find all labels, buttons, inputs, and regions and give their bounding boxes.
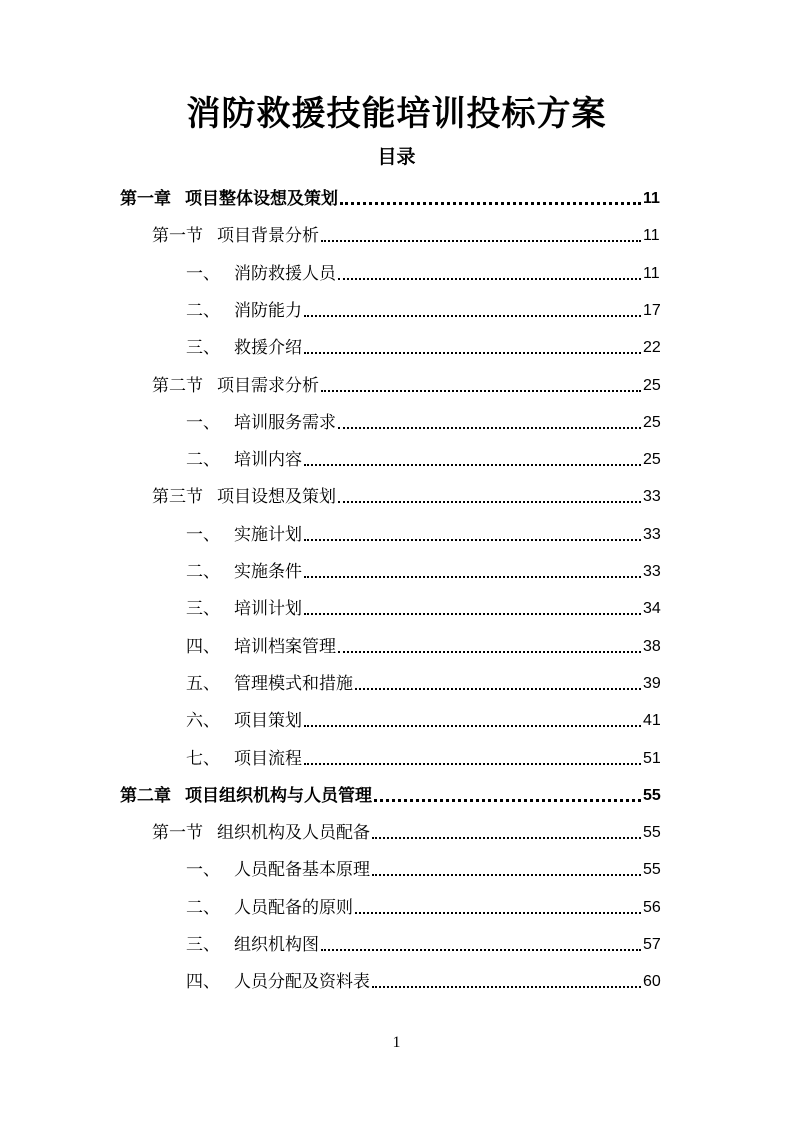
toc-entry[interactable] <box>0 889 793 919</box>
toc-entry-page: 55 <box>643 824 661 841</box>
toc-entry[interactable] <box>0 740 793 770</box>
toc-entry-page: 38 <box>643 638 661 655</box>
toc-leader-dots <box>321 949 641 951</box>
toc-leader-dots <box>355 912 641 914</box>
toc-entry-page: 60 <box>643 973 661 990</box>
toc-entry-title: 项目背景分析 <box>217 226 319 246</box>
toc-entry[interactable] <box>0 478 793 508</box>
toc-entry-page: 55 <box>643 787 661 804</box>
toc-entry[interactable] <box>0 628 793 658</box>
toc-entry-number: 第二章 <box>120 786 171 806</box>
toc-entry-title: 项目设想及策划 <box>217 487 336 507</box>
toc-entry-page: 33 <box>643 563 661 580</box>
toc-entry-number: 二、 <box>186 898 220 918</box>
toc-entry-number: 第二节 <box>152 376 203 396</box>
toc-entry-page: 34 <box>643 600 661 617</box>
toc-entry-number: 一、 <box>186 860 220 880</box>
toc-entry-number: 一、 <box>186 413 220 433</box>
toc-heading: 目录 <box>377 146 416 168</box>
toc-entry-title: 人员配备的原则 <box>234 898 353 918</box>
toc-leader-dots <box>338 651 641 653</box>
toc-entry-page: 51 <box>643 750 661 767</box>
toc-entry[interactable] <box>0 329 793 359</box>
toc-entry-number: 三、 <box>186 338 220 358</box>
toc-entry-title: 培训服务需求 <box>234 413 336 433</box>
toc-entry-page: 33 <box>643 526 661 543</box>
toc-entry[interactable] <box>0 553 793 583</box>
toc-entry-title: 培训计划 <box>234 599 302 619</box>
toc-entry-page: 55 <box>643 861 661 878</box>
toc-entry-title: 消防救援人员 <box>234 264 336 284</box>
toc-entry[interactable] <box>0 814 793 844</box>
toc-entry-title: 培训内容 <box>234 450 302 470</box>
toc-leader-dots <box>304 576 641 578</box>
toc-entry-page: 17 <box>643 302 661 319</box>
toc-leader-dots <box>338 278 641 280</box>
toc-leader-dots <box>355 688 641 690</box>
toc-leader-dots <box>304 464 641 466</box>
toc-entry-title: 管理模式和措施 <box>234 674 353 694</box>
toc-entry[interactable] <box>0 516 793 546</box>
toc-entry-page: 11 <box>643 265 660 282</box>
toc-entry-number: 第三节 <box>152 487 203 507</box>
toc-entry-title: 组织机构及人员配备 <box>217 823 370 843</box>
document-title: 消防救援技能培训投标方案 <box>186 94 607 134</box>
toc-entry-number: 第一章 <box>120 189 171 209</box>
toc-leader-dots <box>372 986 641 988</box>
toc-entry-page: 22 <box>643 339 661 356</box>
toc-leader-dots <box>321 240 641 242</box>
toc-leader-dots <box>304 315 641 317</box>
toc-leader-dots <box>372 837 641 839</box>
page-number: 1 <box>392 1034 401 1051</box>
toc-entry-number: 第一节 <box>152 226 203 246</box>
toc-entry-title: 救援介绍 <box>234 338 302 358</box>
toc-entry[interactable] <box>0 926 793 956</box>
toc-entry-page: 39 <box>643 675 661 692</box>
toc-leader-dots <box>374 799 641 802</box>
toc-entry-page: 25 <box>643 451 661 468</box>
toc-leader-dots <box>304 763 641 765</box>
toc-leader-dots <box>372 874 641 876</box>
toc-entry-number: 三、 <box>186 935 220 955</box>
toc-entry-title: 项目流程 <box>234 749 302 769</box>
toc-entry-page: 11 <box>643 227 660 244</box>
toc-entry-page: 11 <box>643 190 660 207</box>
toc-entry[interactable] <box>0 665 793 695</box>
toc-entry[interactable] <box>0 180 793 210</box>
toc-entry[interactable] <box>0 441 793 471</box>
toc-entry-number: 二、 <box>186 562 220 582</box>
toc-entry[interactable] <box>0 255 793 285</box>
toc-entry-number: 一、 <box>186 525 220 545</box>
toc-entry-title: 组织机构图 <box>234 935 319 955</box>
toc-entry-page: 56 <box>643 899 661 916</box>
toc-entry-page: 33 <box>643 488 661 505</box>
toc-entry-title: 项目策划 <box>234 711 302 731</box>
toc-entry-number: 一、 <box>186 264 220 284</box>
toc-entry-title: 实施计划 <box>234 525 302 545</box>
toc-entry-page: 25 <box>643 377 661 394</box>
toc-entry-number: 六、 <box>186 711 220 731</box>
toc-entry[interactable] <box>0 217 793 247</box>
toc-entry-title: 项目组织机构与人员管理 <box>185 786 372 806</box>
toc-entry-page: 25 <box>643 414 661 431</box>
toc-entry-number: 七、 <box>186 749 220 769</box>
toc-entry-number: 二、 <box>186 450 220 470</box>
toc-leader-dots <box>338 427 641 429</box>
toc-entry-number: 第一节 <box>152 823 203 843</box>
toc-entry-title: 消防能力 <box>234 301 302 321</box>
toc-leader-dots <box>304 725 641 727</box>
toc-leader-dots <box>304 613 641 615</box>
toc-leader-dots <box>321 390 641 392</box>
toc-entry-number: 二、 <box>186 301 220 321</box>
toc-entry-title: 项目需求分析 <box>217 376 319 396</box>
toc-leader-dots <box>338 501 641 503</box>
toc-entry[interactable] <box>0 292 793 322</box>
toc-entry[interactable] <box>0 851 793 881</box>
toc-entry[interactable] <box>0 590 793 620</box>
toc-leader-dots <box>304 539 641 541</box>
toc-entry-number: 四、 <box>186 637 220 657</box>
toc-entry[interactable] <box>0 777 793 807</box>
toc-leader-dots <box>304 352 641 354</box>
toc-entry-title: 项目整体设想及策划 <box>185 189 338 209</box>
toc-entry-title: 培训档案管理 <box>234 637 336 657</box>
toc-entry-title: 人员分配及资料表 <box>234 972 370 992</box>
toc-entry-page: 57 <box>643 936 661 953</box>
toc-entry[interactable] <box>0 367 793 397</box>
toc-entry-page: 41 <box>643 712 661 729</box>
toc-entry[interactable] <box>0 702 793 732</box>
toc-entry-title: 实施条件 <box>234 562 302 582</box>
toc-entry[interactable] <box>0 963 793 993</box>
toc-entry[interactable] <box>0 404 793 434</box>
toc-entry-number: 四、 <box>186 972 220 992</box>
toc-entry-number: 五、 <box>186 674 220 694</box>
toc-entry-title: 人员配备基本原理 <box>234 860 370 880</box>
toc-leader-dots <box>340 202 641 205</box>
toc-entry-number: 三、 <box>186 599 220 619</box>
